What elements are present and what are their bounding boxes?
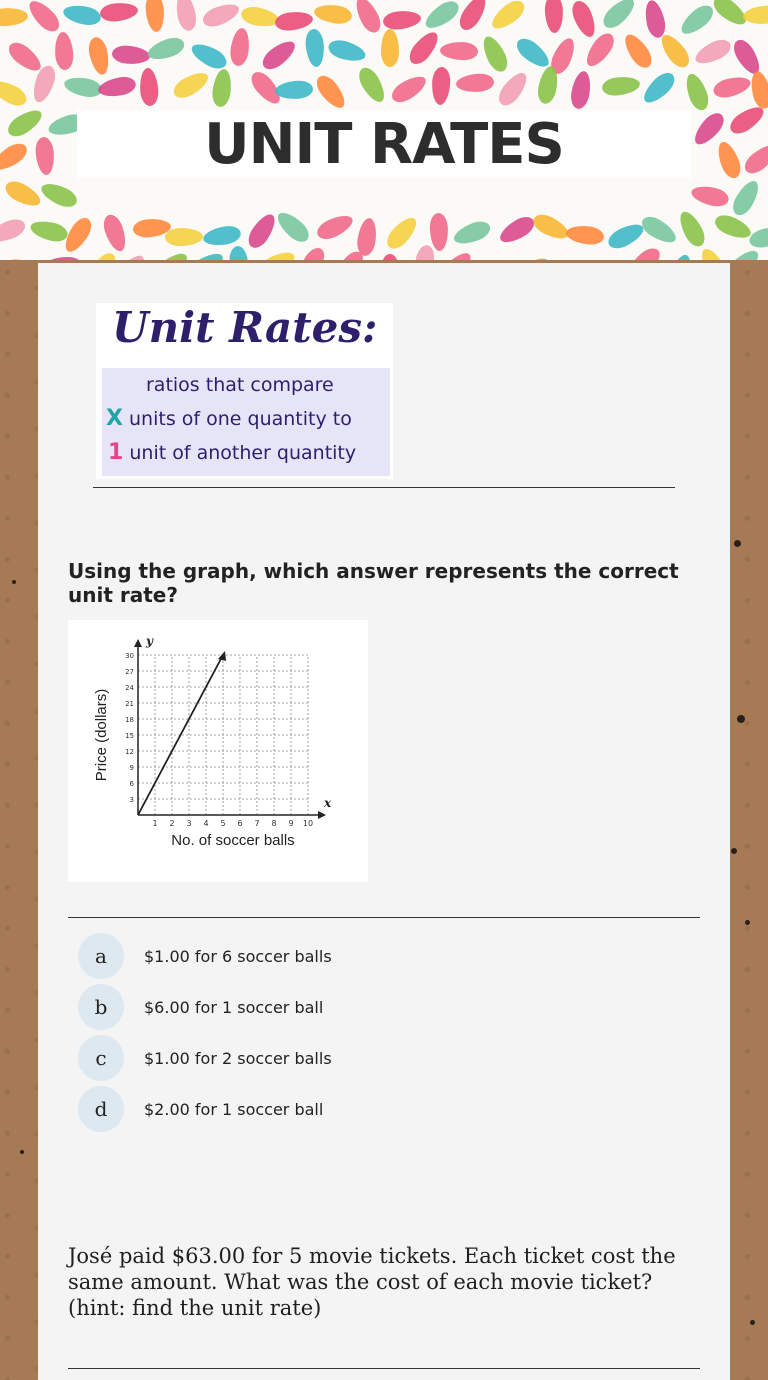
leaf-shape [642,0,668,39]
series-arrow [218,651,226,661]
leaf-shape [748,70,768,111]
x-tick-label: 10 [302,819,314,828]
leaf-shape [0,7,28,27]
price-graph [68,620,368,882]
leaf-shape [638,212,680,247]
definition-line-text: ratios that compare [146,374,334,396]
leaf-shape [312,72,350,113]
option-text[interactable]: $6.00 for 1 soccer ball [144,997,324,1017]
x-axis-label: No. of soccer balls [171,832,295,849]
leaf-shape [38,179,80,211]
worksheet-card [38,263,730,1380]
leaf-shape [692,36,734,69]
definition-line-text: unit of another quantity [129,442,357,464]
leaf-shape [451,217,493,247]
leaf-shape [421,0,462,33]
x-tick-label: 6 [237,819,243,828]
leaf-shape [478,33,511,75]
definition-line-text: units of one quantity to [129,408,352,430]
header-banner [0,0,768,288]
option-letter-badge[interactable]: b [78,984,124,1030]
leaf-shape [388,71,430,106]
leaf-shape [313,3,353,26]
leaf-shape [101,212,130,254]
leaf-shape [244,210,280,252]
question-2-text: José paid $63.00 for 5 movie tickets. Each ticket cost the same amount. What was the cost of each movie ticket? [68,1244,676,1294]
option-text[interactable]: $1.00 for 2 soccer balls [144,1048,332,1068]
leaf-shape [273,208,313,247]
leaf-shape [188,39,230,73]
leaf-shape [711,73,752,100]
leaf-shape [145,34,187,63]
leaf-shape [4,105,46,141]
leaf-shape [605,219,647,252]
y-tick-label: 30 [125,652,134,660]
x-tick-label: 5 [220,819,226,828]
y-axis-label: Price (dollars) [93,688,110,782]
x-tick-label: 1 [152,819,158,828]
divider [68,1368,700,1369]
x-tick-label: 4 [203,819,209,828]
leaf-shape [2,177,44,211]
leaf-shape [599,0,639,33]
one-mark-icon: 1 [108,440,124,465]
leaf-shape [729,177,764,219]
leaf-shape [497,213,539,248]
leaf-shape [601,75,641,97]
y-tick-label: 18 [125,716,134,724]
y-tick-label: 21 [125,700,134,708]
y-tick-label: 6 [129,780,134,788]
x-tick-label: 7 [254,819,260,828]
definition-line-2 [106,406,352,431]
y-tick-label: 27 [125,668,134,676]
leaf-shape [211,68,233,108]
leaf-shape [429,212,448,251]
leaf-shape [240,4,281,29]
answer-option-b[interactable] [78,985,678,1029]
leaf-shape [165,227,203,246]
leaf-shape [677,0,718,38]
cork-speck [737,715,745,723]
leaf-shape [314,211,356,243]
leaf-shape [54,32,75,71]
leaf-shape [259,37,300,75]
y-tick-label: 24 [125,684,134,692]
x-tick-label: 8 [271,819,277,828]
leaf-shape [569,0,600,40]
question-2-prompt [68,1243,698,1321]
leaf-shape [657,31,694,72]
x-mark-icon: X [106,406,123,431]
answer-option-d[interactable] [78,1087,678,1131]
leaf-shape [0,215,28,246]
answer-option-c[interactable] [78,1036,678,1080]
leaf-shape [200,0,242,31]
x-axis-arrow [318,811,326,819]
option-letter-badge[interactable]: d [78,1086,124,1132]
leaf-shape [4,38,45,76]
leaf-shape [170,67,212,102]
leaf-shape [274,79,313,100]
leaf-shape [351,0,384,36]
y-tick-label: 12 [125,748,134,756]
leaf-shape [228,27,250,67]
definition-line-1 [146,374,334,396]
leaf-shape [530,210,572,243]
leaf-shape [28,218,69,245]
leaf-shape [712,211,754,242]
leaf-shape [639,68,679,107]
leaf-shape [742,4,768,25]
leaf-shape [326,37,367,65]
leaf-shape [25,0,64,36]
chart-svg [68,620,368,882]
leaf-shape [544,0,563,34]
leaf-shape [682,72,712,114]
question-1-prompt: Using the graph, which answer represents the correct unit rate? [68,559,679,607]
leaf-shape [494,68,531,109]
leaf-shape [99,1,139,23]
x-tick-label: 2 [169,819,175,828]
option-text[interactable]: $2.00 for 1 soccer ball [144,1099,324,1119]
definition-title: Unit Rates: [112,303,378,352]
cork-speck [750,1320,755,1325]
leaf-shape [62,3,103,28]
cork-speck [20,1150,24,1154]
leaf-shape [202,224,243,248]
answer-option-a[interactable] [78,934,678,978]
leaf-shape [456,0,491,34]
definition-line-3 [108,440,356,465]
divider [93,487,675,488]
option-text[interactable]: $1.00 for 6 soccer balls [144,946,332,966]
leaf-shape [355,64,390,106]
leaf-shape [488,0,529,34]
x-tick-label: 9 [288,819,294,828]
leaf-shape [138,67,159,106]
question-2-hint: (hint: find the unit rate) [68,1296,322,1320]
title-box [77,110,691,178]
leaf-shape [439,41,478,60]
leaf-shape [144,0,165,32]
y-axis-letter: y [146,634,153,648]
cork-speck [731,848,737,854]
leaf-shape [565,223,605,245]
leaf-shape [112,44,151,65]
leaf-shape [431,66,451,105]
leaf-shape [620,30,656,72]
leaf-shape [0,76,30,110]
leaf-shape [34,136,55,175]
cork-speck [745,920,750,925]
y-tick-label: 15 [125,732,134,740]
leaf-shape [97,75,138,100]
cork-speck [12,580,16,584]
leaf-shape [62,74,103,99]
page-title: UNIT RATES [204,111,564,177]
leaf-shape [381,29,399,67]
x-tick-label: 3 [186,819,192,828]
divider [68,917,700,918]
leaf-shape [304,28,325,67]
leaf-shape [675,208,709,250]
leaf-shape [383,212,422,252]
y-tick-label: 9 [129,764,134,772]
leaf-shape [405,27,443,68]
leaf-shape [456,73,495,94]
x-axis-letter: x [324,796,332,810]
option-letter-badge[interactable]: c [78,1035,124,1081]
option-letter-badge[interactable]: a [78,933,124,979]
leaf-shape [173,0,198,32]
definition-image [96,303,393,479]
y-tick-label: 3 [129,796,134,804]
leaf-shape [740,140,768,178]
leaf-shape [714,139,744,181]
cork-speck [734,540,741,547]
leaf-shape [86,35,112,76]
leaf-shape [0,139,31,175]
leaf-shape [748,223,768,250]
leaf-shape [690,183,731,209]
leaf-shape [569,70,593,111]
leaf-shape [274,10,314,32]
leaf-shape [383,9,423,31]
definition-box [102,368,390,476]
y-axis-arrow [134,639,142,647]
